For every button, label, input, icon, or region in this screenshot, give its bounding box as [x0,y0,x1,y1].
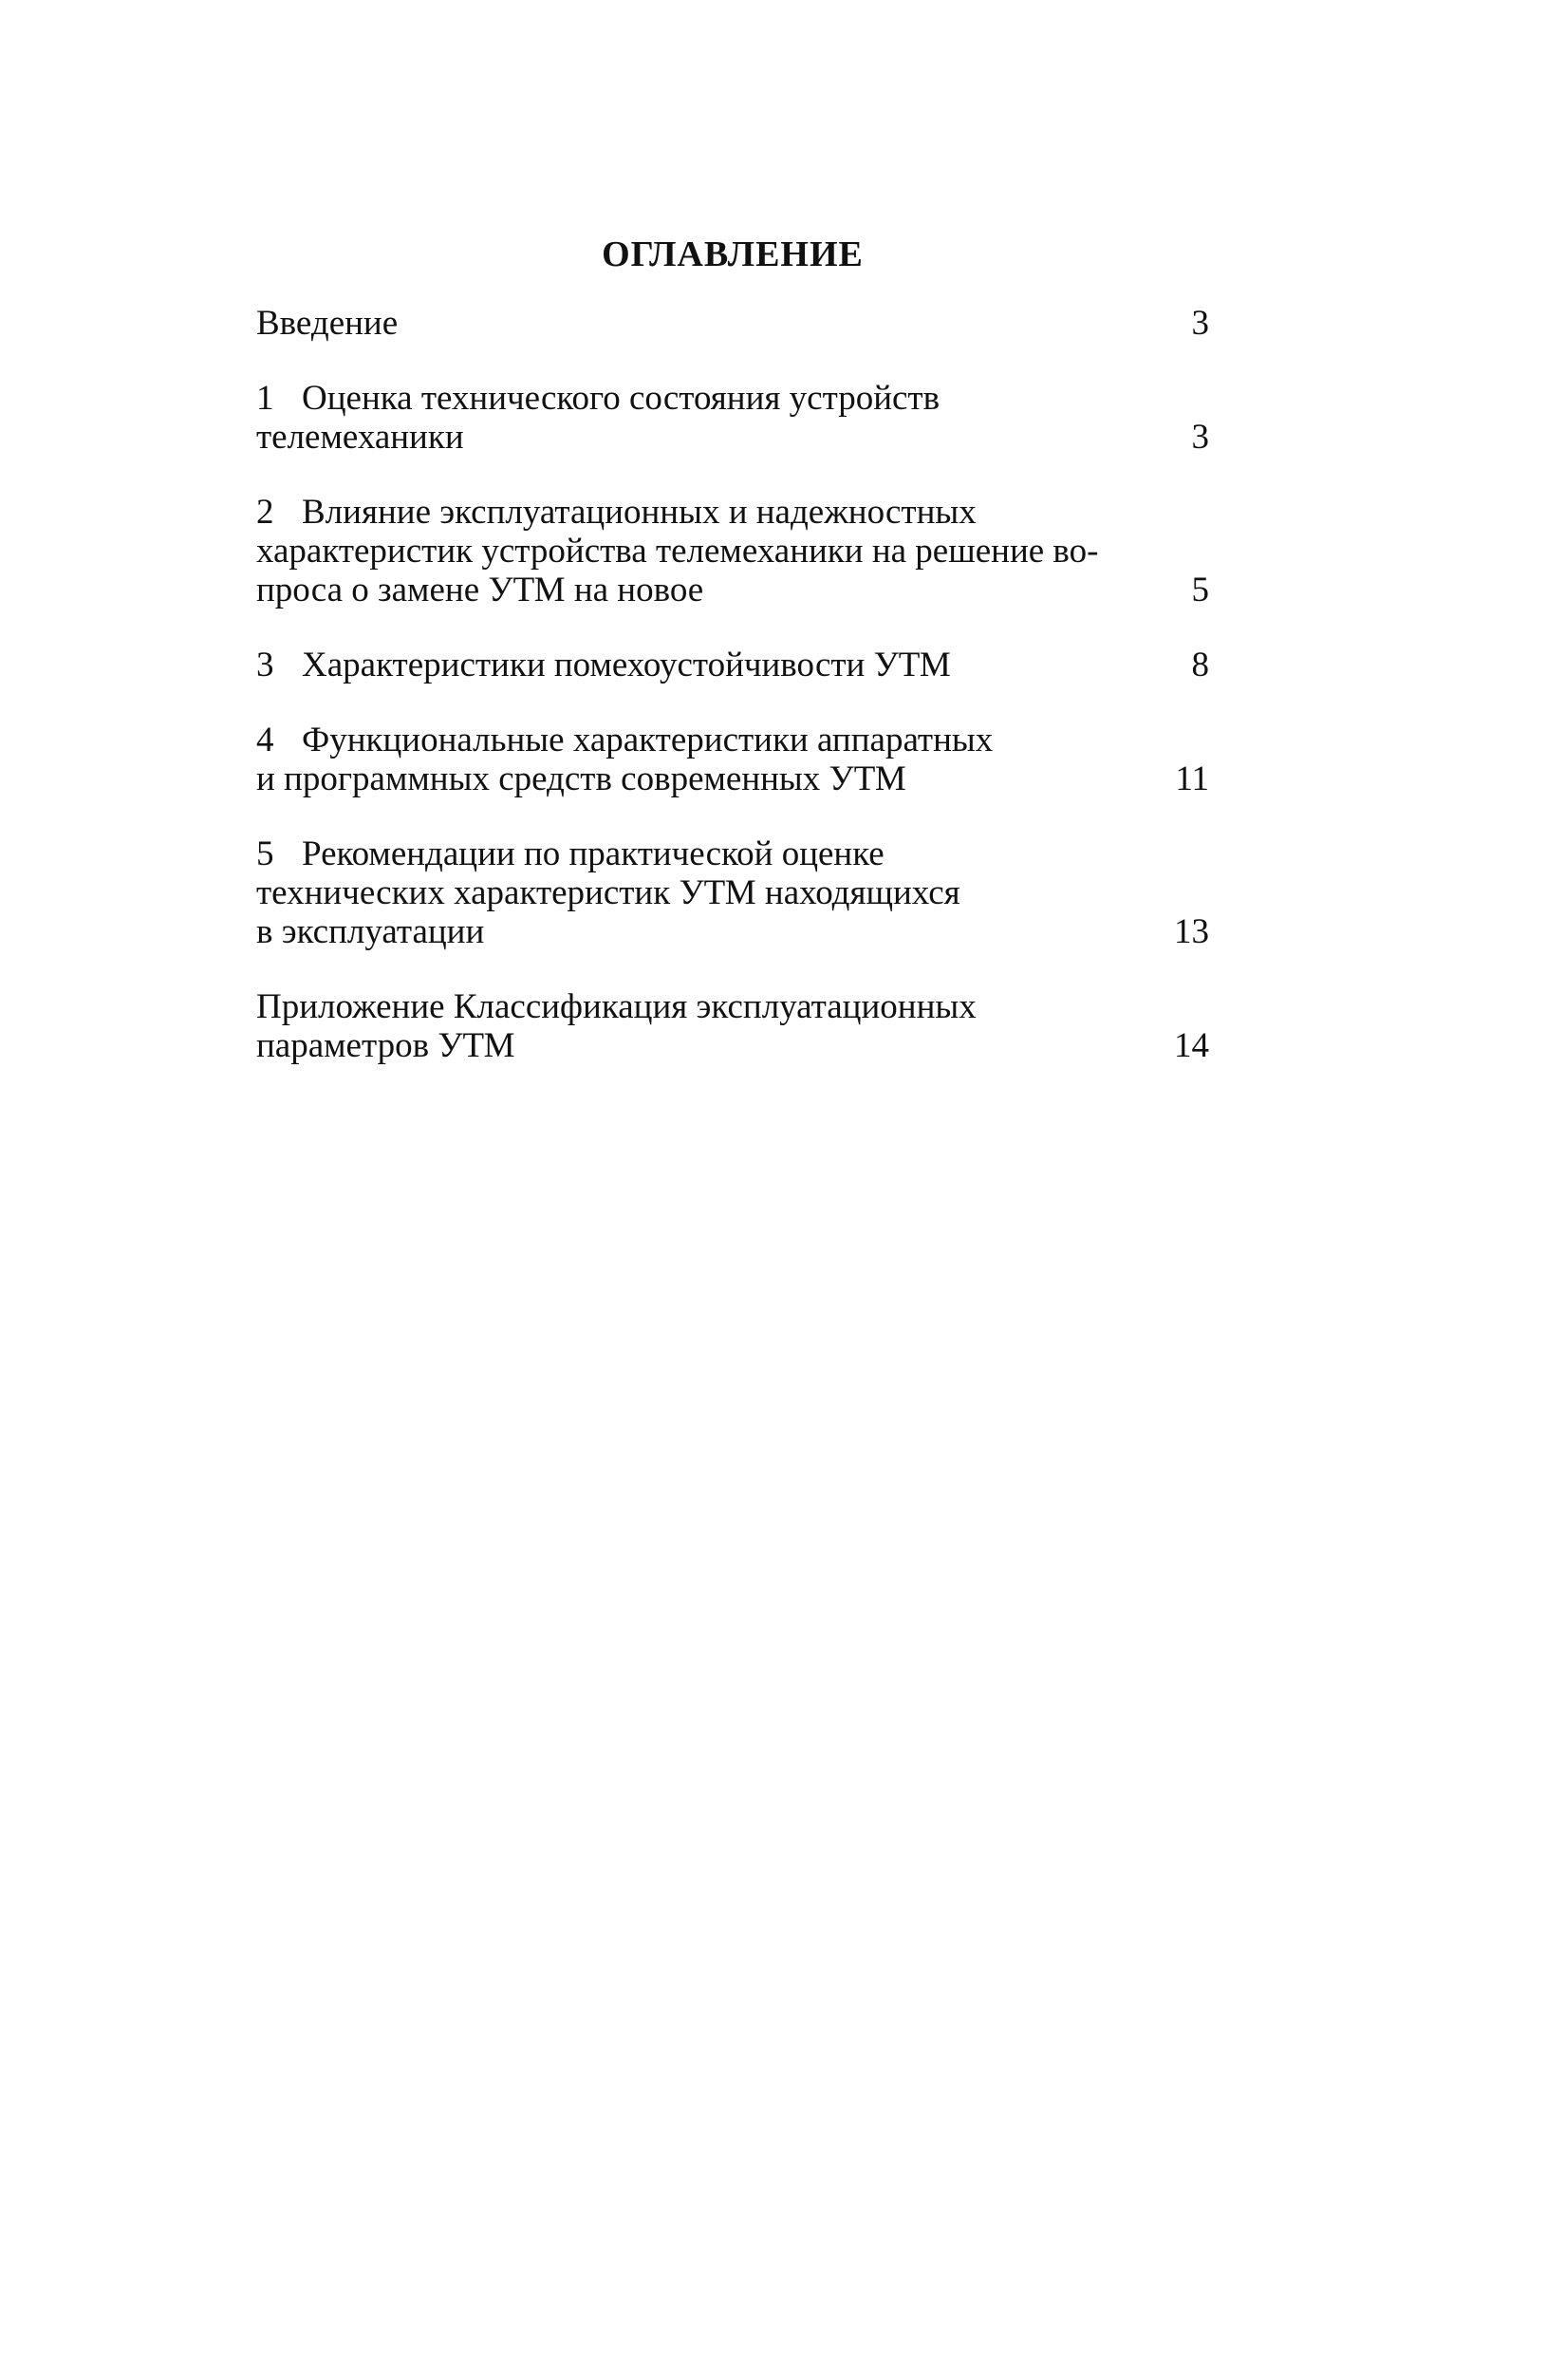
toc-list [256,304,1209,1101]
toc-entry-number: 2 [256,493,274,532]
toc-entry-section-4 [256,721,1209,798]
toc-entry-page: 5 [1191,571,1209,609]
toc-entry-text [256,834,1171,951]
toc-entry-title: Оценка технического состояния устройств телемеханики [256,379,941,457]
toc-entry-page: 8 [1191,646,1209,684]
toc-entry-page: 13 [1174,912,1209,951]
toc-entry-section-1 [256,379,1209,457]
toc-entry-page: 14 [1174,1026,1209,1065]
toc-entry-title: Введение [256,304,399,343]
toc-entry-section-2 [256,493,1209,609]
toc-entry-number: 4 [256,721,274,759]
toc-entry-text [256,987,1171,1065]
toc-entry-section-5 [256,834,1209,951]
toc-entry-title: Функциональные характеристики аппаратных и программных средств современных УТМ [256,721,994,798]
toc-entry-title: Приложение Классификация эксплуатационных параметров УТМ [256,987,977,1065]
toc-entry-number: 1 [256,379,274,418]
toc-entry-introduction [256,304,1209,343]
toc-entry-title: Характеристики помехоустойчивости УТМ [302,646,951,684]
toc-entry-text [256,646,1171,684]
toc-entry-section-3 [256,646,1209,684]
toc-entry-number: 5 [256,834,274,873]
toc-entry-page: 3 [1191,418,1209,457]
toc-title: ОГЛАВЛЕНИЕ [602,234,864,274]
toc-entry-title: Влияние эксплуатационных и надежностных характеристик устройства телемеханики на решение во- проса о замене УТМ на новое [256,493,1099,609]
toc-entry-text [256,721,1171,798]
toc-entry-page: 11 [1175,759,1209,798]
toc-entry-title: Рекомендации по практической оценке технических характеристик УТМ находящихся в эксплуатации [256,834,960,951]
toc-entry-number: 3 [256,646,274,684]
toc-entry-text [256,304,1171,343]
toc-entry-page: 3 [1191,304,1209,343]
toc-entry-text [256,379,1171,457]
toc-entry-text [256,493,1171,609]
toc-entry-appendix [256,987,1209,1065]
